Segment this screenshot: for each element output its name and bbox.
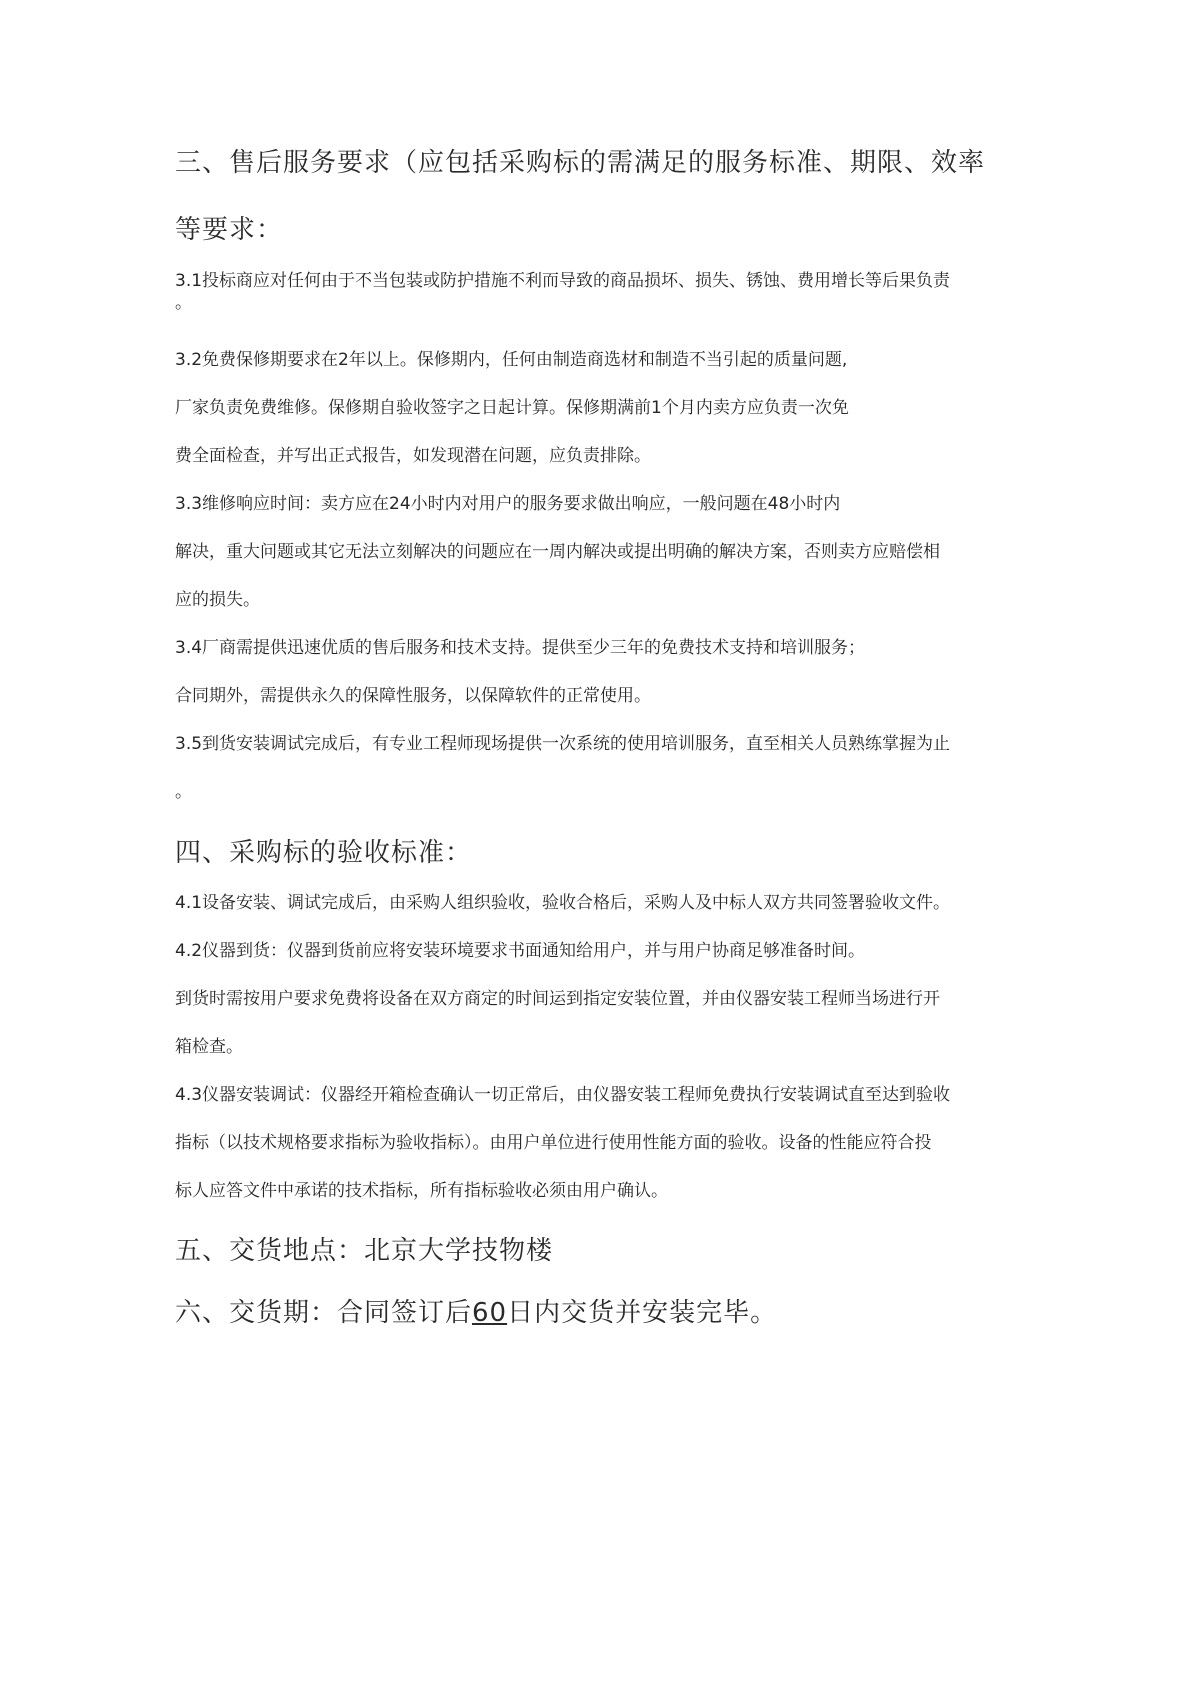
paragraph-3-1-line-1: 3.1投标商应对任何由于不当包装或防护措施不利而导致的商品损坏、损失、锈蚀、费用增长等后果负责 <box>175 271 951 291</box>
paragraph-3-4-line-1: 3.4厂商需提供迅速优质的售后服务和技术支持。提供至少三年的免费技术支持和培训服务； <box>175 638 866 658</box>
section-5-heading: 五、交货地点：北京大学技物楼 <box>175 1236 554 1266</box>
section-6-heading <box>175 1298 777 1329</box>
section-3-heading-line-1: 三、售后服务要求（应包括采购标的需满足的服务标准、期限、效率 <box>175 148 986 178</box>
delivery-days-value: 60 <box>472 1298 508 1328</box>
paragraph-3-3-line-1: 3.3维修响应时间：卖方应在24小时内对用户的服务要求做出响应，一般问题在48小时内 <box>175 494 841 514</box>
paragraph-4-2-line-3: 箱检查。 <box>175 1037 243 1057</box>
paragraph-4-2-line-2: 到货时需按用户要求免费将设备在双方商定的时间运到指定安装位置，并由仪器安装工程师当场进行开 <box>175 989 940 1009</box>
paragraph-4-3-line-3: 标人应答文件中承诺的技术指标，所有指标验收必须由用户确认。 <box>175 1181 668 1201</box>
paragraph-4-1: 4.1设备安装、调试完成后，由采购人组织验收，验收合格后，采购人及中标人双方共同签署验收文件。 <box>175 893 951 913</box>
paragraph-3-4-line-2: 合同期外，需提供永久的保障性服务，以保障软件的正常使用。 <box>175 686 651 706</box>
paragraph-4-3-line-2: 指标（以技术规格要求指标为验收指标）。由用户单位进行使用性能方面的验收。设备的性能应符合投 <box>175 1133 932 1153</box>
paragraph-3-2-line-1: 3.2免费保修期要求在2年以上。保修期内，任何由制造商选材和制造不当引起的质量问题, <box>175 350 848 370</box>
paragraph-3-5-line-1: 3.5到货安装调试完成后，有专业工程师现场提供一次系统的使用培训服务，直至相关人员熟练掌握为止 <box>175 734 951 754</box>
paragraph-3-3-line-3: 应的损失。 <box>175 590 260 610</box>
paragraph-3-2-line-2: 厂家负责免费维修。保修期自验收签字之日起计算。保修期满前1个月内卖方应负责一次免 <box>175 398 849 418</box>
paragraph-3-2-line-3: 费全面检查，并写出正式报告，如发现潜在问题，应负责排除。 <box>175 446 651 466</box>
section-4-heading: 四、采购标的验收标准： <box>175 838 473 868</box>
paragraph-4-2-line-1: 4.2仪器到货：仪器到货前应将安装环境要求书面通知给用户，并与用户协商足够准备时间。 <box>175 941 866 961</box>
section-6-heading-suffix: 日内交货并安装完毕。 <box>507 1298 778 1328</box>
paragraph-3-3-line-2: 解决，重大问题或其它无法立刻解决的问题应在一周内解决或提出明确的解决方案，否则卖方应赔偿相 <box>175 542 940 562</box>
paragraph-3-1-line-2: 。 <box>175 293 192 313</box>
section-6-heading-prefix: 六、交货期：合同签订后 <box>175 1298 473 1328</box>
paragraph-4-3-line-1: 4.3仪器安装调试：仪器经开箱检查确认一切正常后，由仪器安装工程师免费执行安装调试直至达到验收 <box>175 1085 951 1105</box>
section-3-heading-line-2: 等要求： <box>175 215 284 245</box>
paragraph-3-5-line-2: 。 <box>175 782 192 802</box>
